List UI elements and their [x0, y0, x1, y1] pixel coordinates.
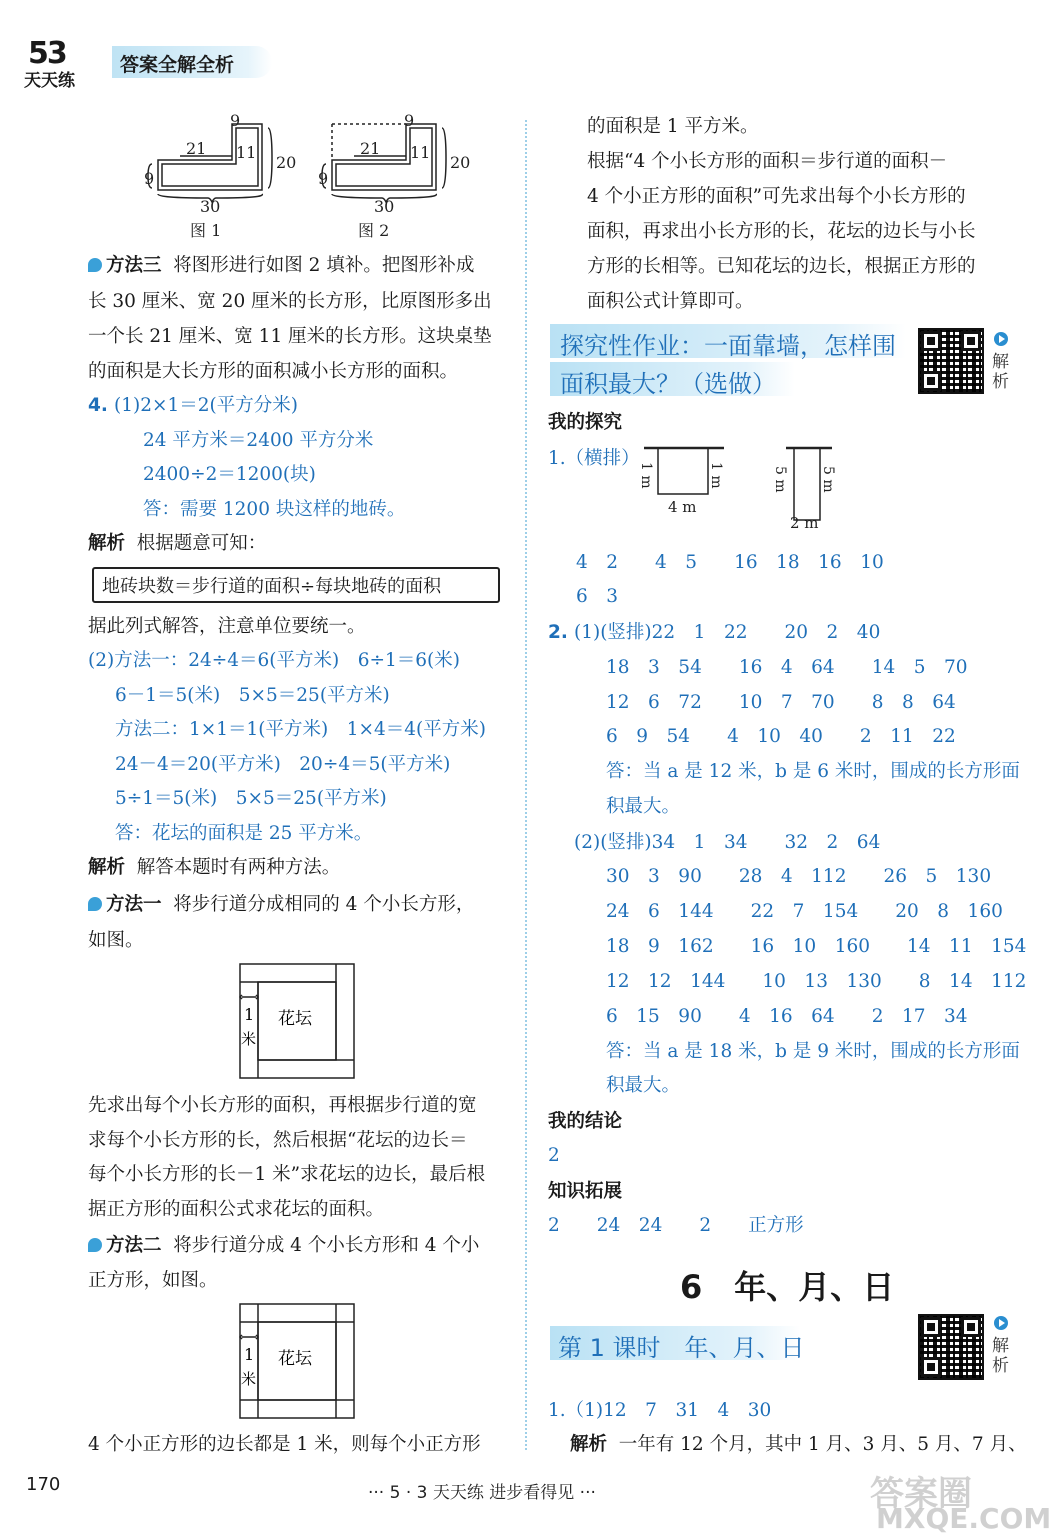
method3-line4: 的面积是大长方形的面积减小长方形的面积。	[88, 361, 459, 382]
logo	[22, 36, 92, 94]
method2-line1: 方法二 将步行道分成 4 个小长方形和 4 个小	[88, 1233, 479, 1259]
method2-line2: 正方形，如图。	[88, 1270, 218, 1291]
figure-flowerbed-1	[238, 962, 358, 1082]
flowerbed-label-2: 花坛	[278, 1349, 312, 1369]
width-1: 1	[244, 1005, 255, 1024]
p2-line2: 6－1＝5(米) 5×5＝25(平方米)	[115, 685, 390, 706]
q1-label: 1.（横排）	[548, 448, 640, 469]
right-line2: 根据“4 个小长方形的面积＝步行道的面积－	[587, 151, 948, 172]
q4-number: 4.	[88, 395, 108, 416]
analysis-label: 解析	[88, 533, 126, 554]
t2-row6: 6 15 90 4 16 64 2 17 34	[606, 1006, 968, 1027]
p2-line3: 方法二：1×1＝1(平方米) 1×4＝4(平方米)	[115, 719, 486, 740]
width-unit-b: 米	[241, 1370, 257, 1388]
method1-para1: 先求出每个小长方形的面积，再根据步行道的宽	[88, 1095, 477, 1116]
method2-label: 方法二	[88, 1235, 162, 1256]
play-icon	[994, 332, 1008, 346]
q4-line2: 24 平方米＝2400 平方分米	[143, 430, 374, 451]
t1-row2: 18 3 54 16 4 64 14 5 70	[606, 657, 968, 678]
method1-line1: 方法一 将步行道分成相同的 4 个小长方形，	[88, 892, 474, 918]
method1-para4: 据正方形的面积公式求花坛的面积。	[88, 1199, 385, 1220]
caption-fig1: 图 1	[190, 221, 222, 240]
play-icon-2	[994, 1316, 1008, 1330]
q1-row2: 6 3	[576, 586, 619, 607]
watermark-url: MXQE.COM	[876, 1502, 1051, 1535]
qr-jiexi-label-2: 解析	[992, 1336, 1009, 1376]
method-icon	[88, 897, 102, 911]
chapter-title: 6 年、月、日	[680, 1268, 895, 1306]
q1-row1: 4 2 4 5 16 18 16 10	[576, 552, 884, 573]
fig1-side-left: 1 m	[638, 462, 654, 489]
method-icon	[88, 258, 102, 272]
t1-row3: 12 6 72 10 7 70 8 8 64	[606, 692, 956, 713]
fig2-side-right: 5 m	[820, 466, 836, 493]
label-9-top: 9	[230, 111, 241, 130]
q4-answer: 答：需要 1200 块这样的地砖。	[143, 499, 406, 520]
lesson-analysis: 解析 一年有 12 个月，其中 1 月、3 月、5 月、7 月、	[570, 1434, 1027, 1455]
method1-line2: 如图。	[88, 930, 144, 951]
formula-box	[92, 567, 500, 603]
explore-figures	[636, 444, 846, 534]
formula-text: 地砖块数＝步行道的面积÷每块地砖的面积	[102, 576, 442, 597]
label-9-left-b: 9	[318, 169, 329, 188]
label-9-top-b: 9	[404, 111, 415, 130]
label-11-b: 11	[410, 143, 431, 162]
method3-line2: 长 30 厘米、宽 20 厘米的长方形，比原图形多出	[88, 291, 492, 312]
p2-line5: 5÷1＝5(米) 5×5＝25(平方米)	[115, 788, 387, 809]
analysis-label: 解析	[570, 1434, 608, 1455]
label-21-b: 21	[360, 139, 381, 158]
label-11: 11	[236, 143, 257, 162]
section-title: 答案全解全析	[120, 54, 235, 76]
width-unit: 米	[241, 1030, 257, 1048]
p2-line1: (2)方法一：24÷4＝6(平方米) 6÷1＝6(米)	[88, 650, 460, 671]
method1-para3: 每个小长方形的长－1 米”求花坛的边长，最后根	[88, 1164, 486, 1185]
t2-row3: 24 6 144 22 7 154 20 8 160	[606, 901, 1003, 922]
fig2-bottom: 2 m	[790, 514, 819, 532]
logo-text: 天天练	[24, 71, 75, 91]
page-number: 170	[26, 1474, 61, 1495]
t2-row4: 18 9 162 16 10 160 14 11 154	[606, 936, 1027, 957]
figure-l-shapes	[140, 111, 471, 242]
label-20-b: 20	[450, 153, 471, 172]
right-line1: 的面积是 1 平方米。	[587, 116, 759, 137]
my-explore-heading: 我的探究	[548, 412, 623, 433]
label-30: 30	[200, 197, 221, 216]
lesson-q1: 1.（1)12 7 31 4 30	[548, 1400, 772, 1421]
explore-title-band	[550, 324, 906, 358]
extension-values: 2 24 24 2 正方形	[548, 1215, 804, 1236]
analysis-label: 解析	[88, 857, 126, 878]
qr-jiexi-label: 解析	[992, 352, 1009, 392]
method3-label: 方法三	[88, 255, 162, 276]
explore-title-line2: 面积最大？（选做）	[560, 370, 776, 398]
method1-label: 方法一	[88, 894, 162, 915]
label-21: 21	[186, 139, 207, 158]
brace	[442, 128, 446, 188]
p2-line4: 24－4＝20(平方米) 20÷4＝5(平方米)	[115, 754, 451, 775]
t2-row5: 12 12 144 10 13 130 8 14 112	[606, 971, 1027, 992]
explore-title-band-2	[550, 362, 795, 396]
qr-code-1[interactable]	[918, 328, 984, 394]
watermark: 答案圈	[870, 1474, 972, 1514]
right-line4: 面积，再求出小长方形的长，花坛的边长与小长	[587, 221, 976, 242]
extension-heading: 知识拓展	[548, 1181, 623, 1202]
method3-line3: 一个长 21 厘米、宽 11 厘米的长方形。这块桌垫	[88, 326, 492, 347]
explore-title-line1: 探究性作业：一面靠墙，怎样围	[560, 332, 896, 360]
q2-number: 2.	[548, 622, 568, 643]
lesson-title-band	[550, 1326, 805, 1362]
label-20: 20	[276, 153, 297, 172]
t2-answer1: 答：当 a 是 18 米，b 是 9 米时，围成的长方形面	[606, 1041, 1020, 1062]
t1-answer1: 答：当 a 是 12 米，b 是 6 米时，围成的长方形面	[606, 761, 1020, 782]
width-1-b: 1	[244, 1345, 255, 1364]
caption-fig2: 图 2	[358, 221, 390, 240]
t2-head: (2)(竖排)34 1 34 32 2 64	[574, 832, 881, 853]
figure-flowerbed-2	[238, 1302, 358, 1422]
right-line3: 4 个小正方形的面积”可先求出每个小长方形的	[587, 186, 966, 207]
t1-head: (1)(竖排)22 1 22 20 2 40	[574, 622, 881, 643]
lesson-title: 第 1 课时 年、月、日	[558, 1334, 805, 1362]
conclusion-value: 2	[548, 1145, 560, 1166]
method2-para: 4 个小正方形的边长都是 1 米，则每个小正方形	[88, 1434, 481, 1455]
conclusion-heading: 我的结论	[548, 1111, 623, 1132]
label-9-left: 9	[144, 169, 155, 188]
analysis1: 解析 根据题意可知：	[88, 533, 267, 554]
fig1-bottom: 4 m	[668, 498, 697, 516]
t2-row2: 30 3 90 28 4 112 26 5 130	[606, 866, 992, 887]
column-divider	[525, 120, 527, 1450]
fig2-side-left: 5 m	[772, 466, 788, 493]
t1-row4: 6 9 54 4 10 40 2 11 22	[606, 726, 956, 747]
brace	[268, 128, 272, 188]
p2-answer: 答：花坛的面积是 25 平方米。	[115, 823, 373, 844]
method1-para2: 求每个小长方形的长，然后根据“花坛的边长＝	[88, 1130, 468, 1151]
right-line6: 面积公式计算即可。	[587, 291, 754, 312]
t1-answer2: 积最大。	[606, 796, 681, 817]
right-line5: 方形的长相等。已知花坛的边长，根据正方形的	[587, 256, 976, 277]
flowerbed-label: 花坛	[278, 1009, 312, 1029]
label-30-b: 30	[374, 197, 395, 216]
q4-line1: (1)2×1＝2(平方分米)	[114, 395, 298, 416]
formula-note: 据此列式解答，注意单位要统一。	[88, 616, 366, 637]
footer-slogan: ··· 5 · 3 天天练 进步看得见 ···	[368, 1483, 596, 1503]
logo-number: 53	[28, 36, 66, 71]
t2-answer2: 积最大。	[606, 1075, 681, 1096]
method3-line1: 方法三 将图形进行如图 2 填补。把图形补成	[88, 253, 474, 279]
analysis2: 解析 解答本题时有两种方法。	[88, 857, 341, 878]
qr-code-2[interactable]	[918, 1314, 984, 1380]
method-icon	[88, 1238, 102, 1252]
section-header	[112, 46, 272, 78]
q4-line3: 2400÷2＝1200(块)	[143, 464, 316, 485]
fig1-side-right: 1 m	[708, 462, 724, 489]
